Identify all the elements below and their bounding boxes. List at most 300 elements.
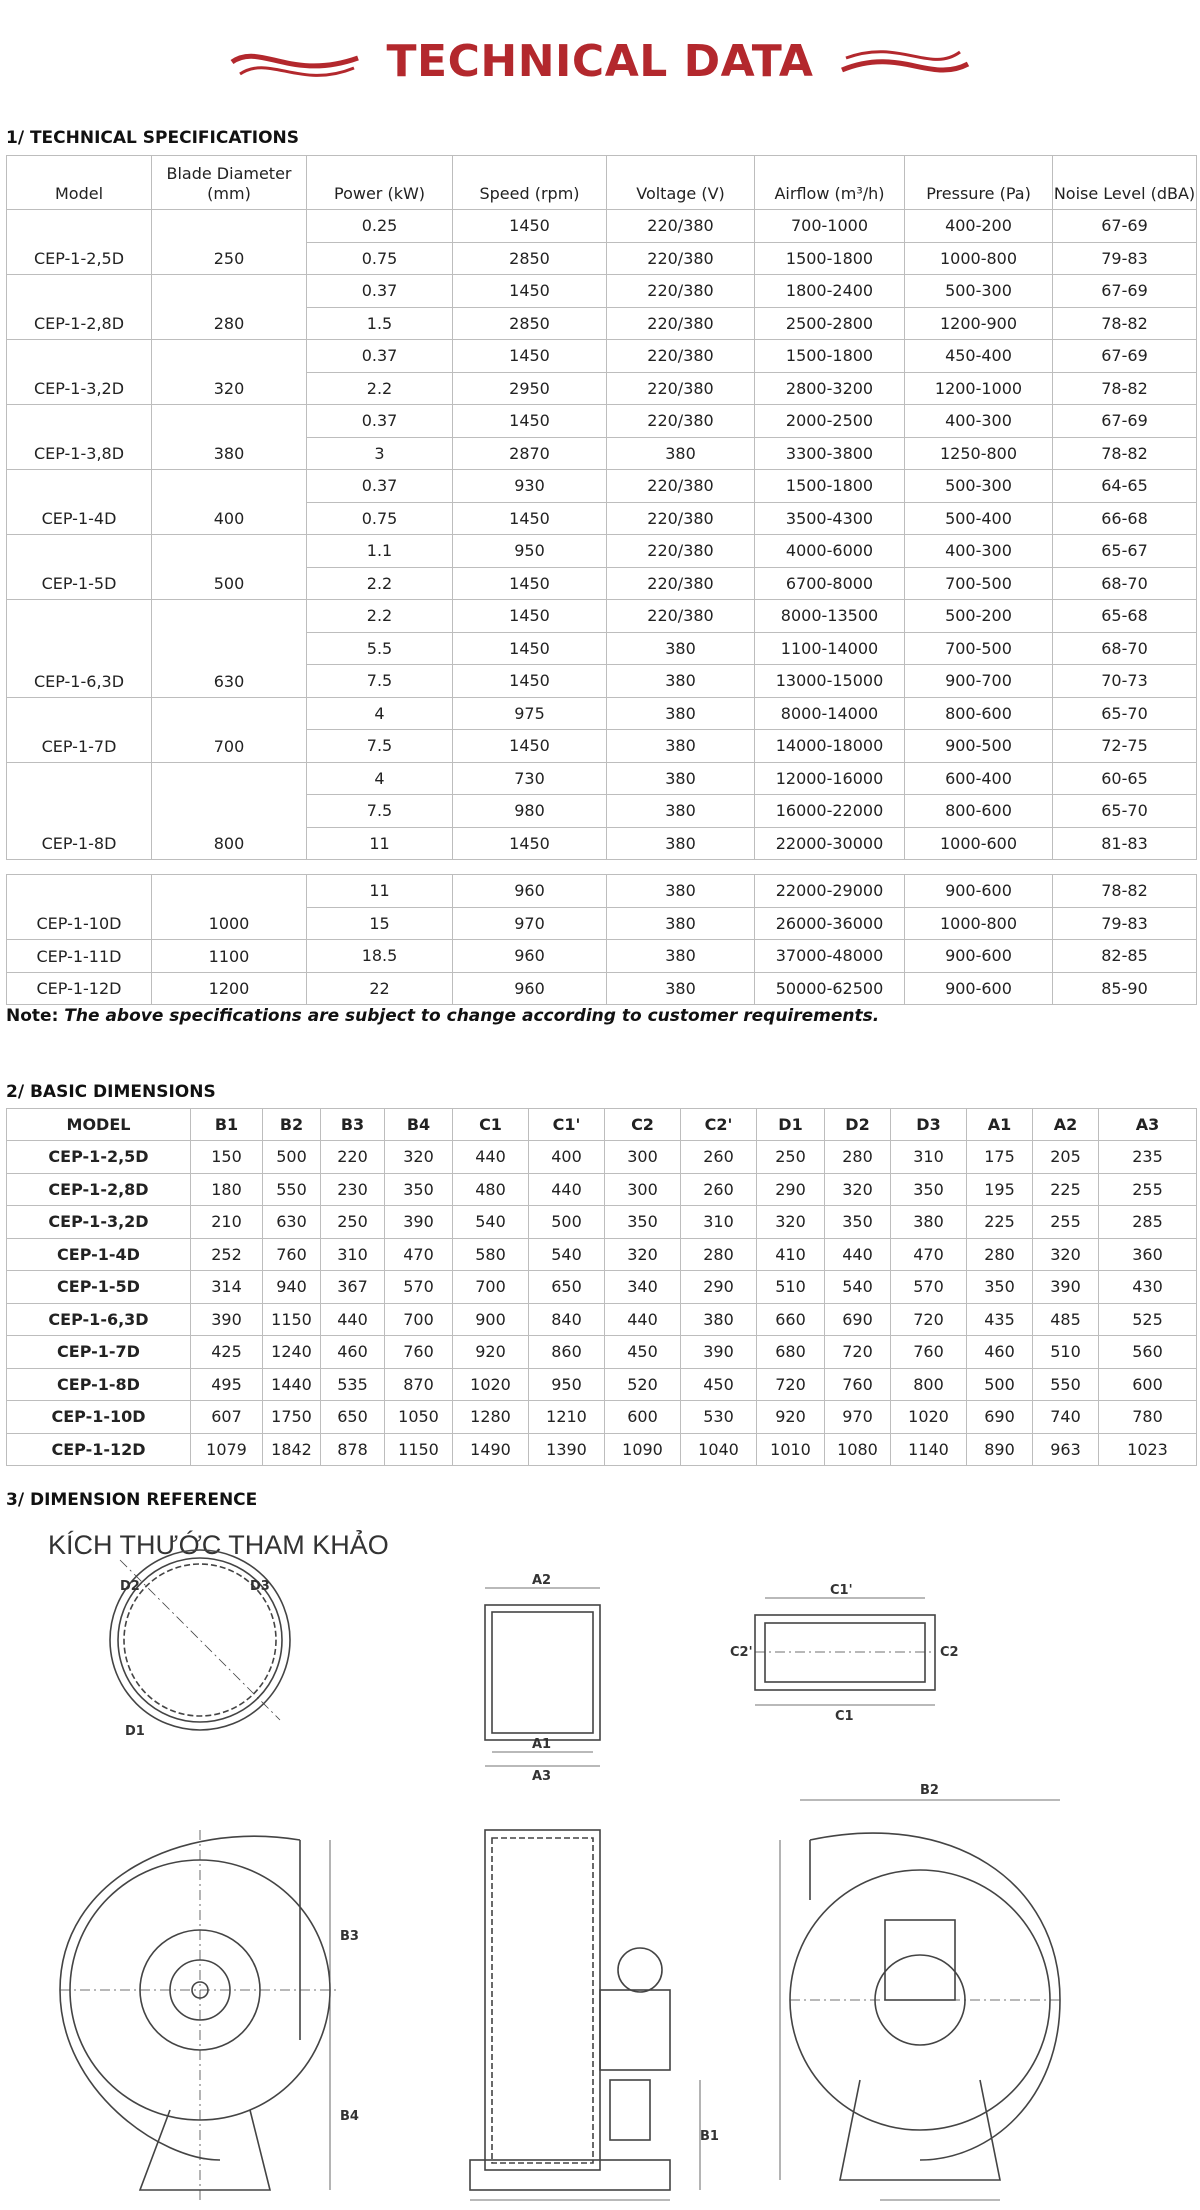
dim-label-b1: B1 <box>700 2129 719 2144</box>
dims-cell: 720 <box>891 1303 967 1336</box>
dims-row <box>7 1433 1197 1466</box>
spec-cell: 6700-8000 <box>755 567 905 600</box>
spec-cell: 18.5 <box>307 940 453 973</box>
spec-cell: 500-300 <box>905 275 1053 308</box>
spec-cell: 68-70 <box>1053 567 1197 600</box>
inlet-ring-drawing <box>110 1550 290 1730</box>
spec-cell: 1500-1800 <box>755 242 905 275</box>
spec-cell: 2000-2500 <box>755 405 905 438</box>
spec-cell: 2.2 <box>307 600 453 633</box>
dims-col-header: B3 <box>321 1109 385 1141</box>
spec-cell: 700-500 <box>905 567 1053 600</box>
dims-cell: 440 <box>453 1141 529 1174</box>
dims-cell: 950 <box>529 1368 605 1401</box>
dims-cell: 550 <box>263 1173 321 1206</box>
dims-col-header: MODEL <box>7 1109 191 1141</box>
spec-cell: 380 <box>607 940 755 973</box>
dims-cell: 870 <box>385 1368 453 1401</box>
dims-cell: 840 <box>529 1303 605 1336</box>
dims-model-cell: CEP-1-12D <box>7 1433 191 1466</box>
spec-col-header: Blade Diameter (mm) <box>152 156 307 210</box>
dims-cell: 367 <box>321 1271 385 1304</box>
spec-cell: 79-83 <box>1053 242 1197 275</box>
spec-cell: 66-68 <box>1053 502 1197 535</box>
spec-cell: 220/380 <box>607 307 755 340</box>
spec-cell: 26000-36000 <box>755 907 905 940</box>
dims-cell: 320 <box>757 1206 825 1239</box>
dims-model-cell: CEP-1-8D <box>7 1368 191 1401</box>
dims-cell: 660 <box>757 1303 825 1336</box>
spec-cell: 220/380 <box>607 275 755 308</box>
spec-cell: 950 <box>453 535 607 568</box>
dims-cell: 260 <box>681 1173 757 1206</box>
spec-cell: 380 <box>607 730 755 763</box>
dims-cell: 963 <box>1033 1433 1099 1466</box>
right-wave-ornament <box>840 44 970 84</box>
dims-cell: 650 <box>529 1271 605 1304</box>
spec-cell: 730 <box>453 762 607 795</box>
spec-cell: 0.37 <box>307 340 453 373</box>
spec-cell: 500-200 <box>905 600 1053 633</box>
spec-cell: 78-82 <box>1053 307 1197 340</box>
spec-cell: 70-73 <box>1053 665 1197 698</box>
dims-col-header: D2 <box>825 1109 891 1141</box>
spec-row <box>7 972 1197 1005</box>
dims-col-header: C2' <box>681 1109 757 1141</box>
spec-col-header: Model <box>7 156 152 210</box>
spec-cell: 15 <box>307 907 453 940</box>
spec-row <box>7 697 1197 730</box>
dims-cell: 350 <box>891 1173 967 1206</box>
spec-cell: 0.37 <box>307 275 453 308</box>
dims-cell: 300 <box>605 1173 681 1206</box>
dims-cell: 550 <box>1033 1368 1099 1401</box>
dim-label-c1: C1 <box>835 1709 854 1724</box>
spec-cell: 2850 <box>453 307 607 340</box>
diameter-cell: 1200 <box>152 972 307 1005</box>
dims-cell: 410 <box>757 1238 825 1271</box>
dims-row <box>7 1206 1197 1239</box>
dims-cell: 760 <box>825 1368 891 1401</box>
spec-cell: 220/380 <box>607 340 755 373</box>
dims-cell: 180 <box>191 1173 263 1206</box>
dims-cell: 495 <box>191 1368 263 1401</box>
spec-cell: 78-82 <box>1053 875 1197 908</box>
dims-col-header: B2 <box>263 1109 321 1141</box>
spec-cell: 220/380 <box>607 502 755 535</box>
spec-cell: 2870 <box>453 437 607 470</box>
dims-cell: 920 <box>453 1336 529 1369</box>
spec-cell: 220/380 <box>607 405 755 438</box>
spec-cell: 81-83 <box>1053 827 1197 860</box>
dims-col-header: C1 <box>453 1109 529 1141</box>
dims-cell: 1020 <box>453 1368 529 1401</box>
dims-cell: 580 <box>453 1238 529 1271</box>
dims-cell: 1842 <box>263 1433 321 1466</box>
spec-cell: 1000-800 <box>905 907 1053 940</box>
diameter-cell: 700 <box>152 697 307 762</box>
dims-cell: 435 <box>967 1303 1033 1336</box>
spec-cell: 7.5 <box>307 730 453 763</box>
dims-cell: 280 <box>825 1141 891 1174</box>
spec-col-header: Airflow (m³/h) <box>755 156 905 210</box>
spec-cell: 72-75 <box>1053 730 1197 763</box>
dims-cell: 560 <box>1099 1336 1197 1369</box>
dims-cell: 1050 <box>385 1401 453 1434</box>
spec-section-title: 1/ TECHNICAL SPECIFICATIONS <box>6 128 300 148</box>
dims-cell: 1240 <box>263 1336 321 1369</box>
spec-cell: 1000-600 <box>905 827 1053 860</box>
spec-cell: 220/380 <box>607 242 755 275</box>
spec-cell: 67-69 <box>1053 275 1197 308</box>
spec-cell: 0.75 <box>307 242 453 275</box>
spec-col-header: Speed (rpm) <box>453 156 607 210</box>
spec-cell: 1450 <box>453 405 607 438</box>
dims-cell: 1490 <box>453 1433 529 1466</box>
dims-cell: 320 <box>605 1238 681 1271</box>
dims-cell: 940 <box>263 1271 321 1304</box>
dims-cell: 150 <box>191 1141 263 1174</box>
dims-cell: 450 <box>605 1336 681 1369</box>
diameter-cell: 1000 <box>152 875 307 940</box>
note-text: The above specifications are subject to change according to customer requirements. <box>64 1006 880 1026</box>
dims-cell: 195 <box>967 1173 1033 1206</box>
note-label: Note: <box>6 1006 59 1026</box>
dims-cell: 690 <box>825 1303 891 1336</box>
dims-cell: 680 <box>757 1336 825 1369</box>
spec-cell: 2850 <box>453 242 607 275</box>
dims-cell: 920 <box>757 1401 825 1434</box>
dims-cell: 320 <box>1033 1238 1099 1271</box>
dims-cell: 310 <box>891 1141 967 1174</box>
spec-cell: 220/380 <box>607 372 755 405</box>
dimension-drawing <box>0 1520 1200 2210</box>
spec-cell: 1450 <box>453 275 607 308</box>
dim-label-d3: D3 <box>250 1579 270 1594</box>
dims-row <box>7 1173 1197 1206</box>
spec-cell: 380 <box>607 632 755 665</box>
spec-cell: 800-600 <box>905 795 1053 828</box>
dims-cell: 460 <box>967 1336 1033 1369</box>
dims-cell: 390 <box>1033 1271 1099 1304</box>
spec-cell: 2.2 <box>307 372 453 405</box>
dims-cell: 320 <box>825 1173 891 1206</box>
dims-cell: 600 <box>1099 1368 1197 1401</box>
spec-row <box>7 762 1197 795</box>
spec-col-header: Pressure (Pa) <box>905 156 1053 210</box>
dims-cell: 890 <box>967 1433 1033 1466</box>
spec-cell: 3 <box>307 437 453 470</box>
spec-cell: 450-400 <box>905 340 1053 373</box>
dims-header-row <box>7 1109 1197 1141</box>
spec-cell: 380 <box>607 762 755 795</box>
diameter-cell: 320 <box>152 340 307 405</box>
dims-cell: 425 <box>191 1336 263 1369</box>
spec-cell: 220/380 <box>607 210 755 243</box>
spec-cell: 960 <box>453 875 607 908</box>
dims-row <box>7 1141 1197 1174</box>
spec-cell: 65-70 <box>1053 697 1197 730</box>
dims-cell: 314 <box>191 1271 263 1304</box>
spec-cell: 78-82 <box>1053 372 1197 405</box>
spec-cell: 22 <box>307 972 453 1005</box>
dims-cell: 1150 <box>263 1303 321 1336</box>
dims-cell: 255 <box>1033 1206 1099 1239</box>
dims-col-header: C1' <box>529 1109 605 1141</box>
dims-cell: 300 <box>605 1141 681 1174</box>
dims-cell: 760 <box>891 1336 967 1369</box>
dim-label-d1: D1 <box>125 1724 145 1739</box>
spec-cell: 400-300 <box>905 405 1053 438</box>
dims-cell: 780 <box>1099 1401 1197 1434</box>
spec-cell: 68-70 <box>1053 632 1197 665</box>
dims-cell: 690 <box>967 1401 1033 1434</box>
spec-cell: 0.75 <box>307 502 453 535</box>
diameter-cell: 280 <box>152 275 307 340</box>
dims-cell: 510 <box>1033 1336 1099 1369</box>
spec-row <box>7 535 1197 568</box>
spec-cell: 600-400 <box>905 762 1053 795</box>
model-cell: CEP-1-3,8D <box>7 405 152 470</box>
spec-cell: 220/380 <box>607 535 755 568</box>
dims-cell: 440 <box>605 1303 681 1336</box>
diameter-cell: 500 <box>152 535 307 600</box>
spec-cell: 65-70 <box>1053 795 1197 828</box>
spec-cell: 500-400 <box>905 502 1053 535</box>
fan-side-view-drawing <box>470 1830 700 2200</box>
spec-cell: 220/380 <box>607 470 755 503</box>
dims-cell: 350 <box>605 1206 681 1239</box>
spec-cell: 700-1000 <box>755 210 905 243</box>
diameter-cell: 630 <box>152 600 307 698</box>
spec-cell: 1200-900 <box>905 307 1053 340</box>
dims-cell: 1210 <box>529 1401 605 1434</box>
dims-cell: 470 <box>891 1238 967 1271</box>
dims-cell: 1010 <box>757 1433 825 1466</box>
spec-row <box>7 405 1197 438</box>
dims-model-cell: CEP-1-6,3D <box>7 1303 191 1336</box>
spec-row <box>7 875 1197 908</box>
spec-cell: 1450 <box>453 632 607 665</box>
dim-label-c2-prime: C2' <box>730 1645 753 1660</box>
spec-note <box>6 1006 879 1026</box>
model-cell: CEP-1-7D <box>7 697 152 762</box>
spec-cell: 900-500 <box>905 730 1053 763</box>
diameter-cell: 800 <box>152 762 307 860</box>
model-cell: CEP-1-11D <box>7 940 152 973</box>
dim-label-b2: B2 <box>920 1783 939 1798</box>
dims-cell: 250 <box>757 1141 825 1174</box>
dims-row <box>7 1336 1197 1369</box>
spec-cell: 64-65 <box>1053 470 1197 503</box>
spec-cell: 11 <box>307 875 453 908</box>
spec-cell: 1450 <box>453 340 607 373</box>
dims-cell: 800 <box>891 1368 967 1401</box>
spec-cell: 960 <box>453 940 607 973</box>
spec-cell: 380 <box>607 827 755 860</box>
dims-cell: 175 <box>967 1141 1033 1174</box>
fan-front-view-drawing <box>60 1830 340 2200</box>
page-header <box>0 30 1200 100</box>
spec-cell: 37000-48000 <box>755 940 905 973</box>
dims-cell: 1023 <box>1099 1433 1197 1466</box>
spec-cell: 1500-1800 <box>755 340 905 373</box>
spec-cell: 0.37 <box>307 470 453 503</box>
dim-label-c2: C2 <box>940 1645 959 1660</box>
spec-cell: 3500-4300 <box>755 502 905 535</box>
spec-cell: 1000-800 <box>905 242 1053 275</box>
diameter-cell: 400 <box>152 470 307 535</box>
dims-col-header: C2 <box>605 1109 681 1141</box>
dims-cell: 760 <box>385 1336 453 1369</box>
spec-cell: 380 <box>607 972 755 1005</box>
dims-cell: 440 <box>529 1173 605 1206</box>
spec-cell: 67-69 <box>1053 210 1197 243</box>
spec-cell: 2950 <box>453 372 607 405</box>
dims-cell: 530 <box>681 1401 757 1434</box>
spec-cell: 1450 <box>453 502 607 535</box>
spec-cell: 2.2 <box>307 567 453 600</box>
dims-cell: 1079 <box>191 1433 263 1466</box>
dims-cell: 290 <box>757 1173 825 1206</box>
dims-cell: 720 <box>825 1336 891 1369</box>
spec-row <box>7 470 1197 503</box>
dims-cell: 570 <box>385 1271 453 1304</box>
dims-model-cell: CEP-1-2,8D <box>7 1173 191 1206</box>
dims-cell: 280 <box>681 1238 757 1271</box>
spec-cell: 1500-1800 <box>755 470 905 503</box>
dims-cell: 500 <box>967 1368 1033 1401</box>
dims-row <box>7 1401 1197 1434</box>
spec-cell: 8000-13500 <box>755 600 905 633</box>
dims-cell: 440 <box>321 1303 385 1336</box>
spec-row <box>7 210 1197 243</box>
dims-cell: 878 <box>321 1433 385 1466</box>
dims-cell: 390 <box>191 1303 263 1336</box>
dims-cell: 350 <box>825 1206 891 1239</box>
spec-cell: 1450 <box>453 567 607 600</box>
dims-cell: 360 <box>1099 1238 1197 1271</box>
spec-cell: 1450 <box>453 600 607 633</box>
dims-model-cell: CEP-1-5D <box>7 1271 191 1304</box>
spec-cell: 16000-22000 <box>755 795 905 828</box>
spec-cell: 79-83 <box>1053 907 1197 940</box>
dims-model-cell: CEP-1-3,2D <box>7 1206 191 1239</box>
dim-label-b4: B4 <box>340 2109 359 2124</box>
dims-cell: 430 <box>1099 1271 1197 1304</box>
dims-cell: 700 <box>385 1303 453 1336</box>
dim-label-c1-prime: C1' <box>830 1583 853 1598</box>
model-cell: CEP-1-6,3D <box>7 600 152 698</box>
spec-cell: 2800-3200 <box>755 372 905 405</box>
dims-cell: 235 <box>1099 1141 1197 1174</box>
dims-cell: 310 <box>321 1238 385 1271</box>
spec-cell: 12000-16000 <box>755 762 905 795</box>
spec-cell: 380 <box>607 697 755 730</box>
dims-cell: 350 <box>385 1173 453 1206</box>
dims-cell: 485 <box>1033 1303 1099 1336</box>
diameter-cell: 250 <box>152 210 307 275</box>
spec-cell: 500-300 <box>905 470 1053 503</box>
dims-cell: 570 <box>891 1271 967 1304</box>
spec-cell: 1450 <box>453 827 607 860</box>
spec-cell: 4000-6000 <box>755 535 905 568</box>
spec-cell: 400-300 <box>905 535 1053 568</box>
model-cell: CEP-1-12D <box>7 972 152 1005</box>
spec-cell: 60-65 <box>1053 762 1197 795</box>
dims-cell: 400 <box>529 1141 605 1174</box>
spec-cell: 0.25 <box>307 210 453 243</box>
spec-cell: 14000-18000 <box>755 730 905 763</box>
spec-cell: 220/380 <box>607 567 755 600</box>
fan-rear-view-drawing <box>780 1800 1060 2200</box>
model-cell: CEP-1-3,2D <box>7 340 152 405</box>
dims-model-cell: CEP-1-2,5D <box>7 1141 191 1174</box>
diameter-cell: 380 <box>152 405 307 470</box>
dims-cell: 1440 <box>263 1368 321 1401</box>
spec-cell: 50000-62500 <box>755 972 905 1005</box>
dims-cell: 260 <box>681 1141 757 1174</box>
spec-cell: 65-68 <box>1053 600 1197 633</box>
dims-cell: 220 <box>321 1141 385 1174</box>
dims-cell: 607 <box>191 1401 263 1434</box>
dims-cell: 460 <box>321 1336 385 1369</box>
spec-cell: 930 <box>453 470 607 503</box>
dims-col-header: B1 <box>191 1109 263 1141</box>
spec-cell: 380 <box>607 437 755 470</box>
dims-cell: 390 <box>385 1206 453 1239</box>
model-cell: CEP-1-4D <box>7 470 152 535</box>
spec-row <box>7 940 1197 973</box>
dims-cell: 340 <box>605 1271 681 1304</box>
dims-cell: 1140 <box>891 1433 967 1466</box>
dims-cell: 760 <box>263 1238 321 1271</box>
dims-cell: 500 <box>263 1141 321 1174</box>
dims-section-title: 2/ BASIC DIMENSIONS <box>6 1082 216 1102</box>
dims-col-header: D3 <box>891 1109 967 1141</box>
spec-cell: 970 <box>453 907 607 940</box>
dims-cell: 540 <box>453 1206 529 1239</box>
spec-cell: 65-67 <box>1053 535 1197 568</box>
spec-cell: 980 <box>453 795 607 828</box>
spec-cell: 1450 <box>453 210 607 243</box>
dims-cell: 630 <box>263 1206 321 1239</box>
dims-cell: 860 <box>529 1336 605 1369</box>
spec-cell: 960 <box>453 972 607 1005</box>
dims-cell: 390 <box>681 1336 757 1369</box>
dim-label-a2: A2 <box>532 1573 552 1588</box>
dims-cell: 450 <box>681 1368 757 1401</box>
spec-cell: 380 <box>607 665 755 698</box>
spec-row <box>7 600 1197 633</box>
spec-cell: 82-85 <box>1053 940 1197 973</box>
dims-cell: 350 <box>967 1271 1033 1304</box>
dims-cell: 380 <box>891 1206 967 1239</box>
dims-row <box>7 1271 1197 1304</box>
dims-cell: 1080 <box>825 1433 891 1466</box>
spec-cell: 380 <box>607 875 755 908</box>
spec-cell: 85-90 <box>1053 972 1197 1005</box>
spec-cell: 800-600 <box>905 697 1053 730</box>
spec-cell: 900-700 <box>905 665 1053 698</box>
dims-cell: 520 <box>605 1368 681 1401</box>
spec-col-header: Noise Level (dBA) <box>1053 156 1197 210</box>
dims-col-header: B4 <box>385 1109 453 1141</box>
dims-cell: 1750 <box>263 1401 321 1434</box>
diameter-cell: 1100 <box>152 940 307 973</box>
dims-cell: 252 <box>191 1238 263 1271</box>
spec-cell: 900-600 <box>905 875 1053 908</box>
